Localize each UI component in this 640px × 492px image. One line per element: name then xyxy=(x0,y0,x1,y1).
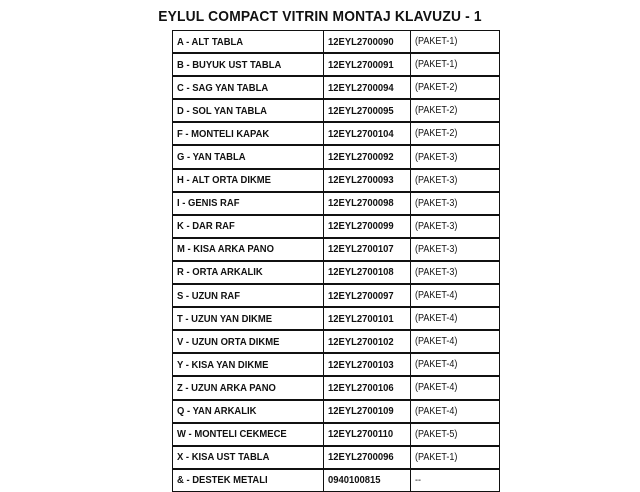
part-name-text: M - KISA ARKA PANO xyxy=(177,243,274,256)
part-package-cell xyxy=(411,469,500,492)
part-code-text: 12EYL2700091 xyxy=(328,58,394,71)
part-code-cell xyxy=(324,76,411,99)
part-name-cell xyxy=(173,215,324,238)
part-code-cell xyxy=(324,376,411,399)
part-name-cell xyxy=(173,53,324,76)
part-name-cell xyxy=(173,400,324,423)
part-name-text: Z - UZUN ARKA PANO xyxy=(177,381,276,394)
part-name-text: D - SOL YAN TABLA xyxy=(177,104,267,117)
part-code-cell xyxy=(324,307,411,330)
table-row xyxy=(173,31,500,54)
part-code-text: 12EYL2700093 xyxy=(328,174,394,187)
part-package-text: (PAKET-4) xyxy=(415,290,458,302)
part-name-text: I - GENIS RAF xyxy=(177,197,240,210)
part-code-text: 12EYL2700098 xyxy=(328,197,394,210)
part-package-text: (PAKET-4) xyxy=(415,359,458,371)
table-row xyxy=(173,469,500,492)
part-name-cell xyxy=(173,469,324,492)
part-name-cell xyxy=(173,330,324,353)
part-code-text: 12EYL2700106 xyxy=(328,381,394,394)
part-package-cell xyxy=(411,215,500,238)
table-row xyxy=(173,400,500,423)
part-package-cell xyxy=(411,284,500,307)
part-name-cell xyxy=(173,145,324,168)
part-package-text: (PAKET-2) xyxy=(415,82,458,94)
table-row xyxy=(173,330,500,353)
part-package-cell xyxy=(411,238,500,261)
table-row xyxy=(173,261,500,284)
part-code-cell xyxy=(324,122,411,145)
part-package-text: (PAKET-3) xyxy=(415,174,458,186)
table-row xyxy=(173,169,500,192)
part-package-text: (PAKET-3) xyxy=(415,243,458,255)
part-code-cell xyxy=(324,261,411,284)
part-package-cell xyxy=(411,446,500,469)
part-package-cell xyxy=(411,169,500,192)
part-code-text: 12EYL2700096 xyxy=(328,451,394,464)
part-name-text: H - ALT ORTA DIKME xyxy=(177,174,271,187)
part-package-text: (PAKET-2) xyxy=(415,105,458,117)
part-package-text: (PAKET-1) xyxy=(415,59,458,71)
part-name-cell xyxy=(173,261,324,284)
part-package-cell xyxy=(411,330,500,353)
part-name-cell xyxy=(173,169,324,192)
table-row xyxy=(173,423,500,446)
part-package-cell xyxy=(411,353,500,376)
table-row xyxy=(173,446,500,469)
part-package-text: (PAKET-3) xyxy=(415,266,458,278)
part-package-text: (PAKET-5) xyxy=(415,428,458,440)
part-package-cell xyxy=(411,99,500,122)
part-code-cell xyxy=(324,238,411,261)
part-name-text: A - ALT TABLA xyxy=(177,35,244,48)
part-name-cell xyxy=(173,284,324,307)
part-package-text: -- xyxy=(415,474,422,486)
part-name-cell xyxy=(173,423,324,446)
part-name-cell xyxy=(173,31,324,54)
part-name-cell xyxy=(173,307,324,330)
part-code-text: 12EYL2700104 xyxy=(328,127,394,140)
part-package-cell xyxy=(411,307,500,330)
part-name-cell xyxy=(173,238,324,261)
part-code-cell xyxy=(324,353,411,376)
part-name-text: X - KISA UST TABLA xyxy=(177,451,270,464)
page-title: EYLUL COMPACT VITRIN MONTAJ KLAVUZU - 1 xyxy=(158,8,482,25)
table-row xyxy=(173,192,500,215)
part-name-text: S - UZUN RAF xyxy=(177,289,240,302)
part-code-text: 12EYL2700097 xyxy=(328,289,394,302)
table-row xyxy=(173,99,500,122)
part-name-text: V - UZUN ORTA DIKME xyxy=(177,335,280,348)
part-name-cell xyxy=(173,99,324,122)
table-row xyxy=(173,284,500,307)
part-code-cell xyxy=(324,215,411,238)
table-row xyxy=(173,145,500,168)
part-name-text: Y - KISA YAN DIKME xyxy=(177,358,269,371)
part-package-cell xyxy=(411,261,500,284)
part-package-text: (PAKET-4) xyxy=(415,336,458,348)
part-name-cell xyxy=(173,353,324,376)
part-code-text: 12EYL2700103 xyxy=(328,358,394,371)
part-package-cell xyxy=(411,376,500,399)
part-name-text: & - DESTEK METALI xyxy=(177,474,268,487)
table-row xyxy=(173,76,500,99)
table-row xyxy=(173,376,500,399)
part-package-text: (PAKET-3) xyxy=(415,151,458,163)
part-code-text: 12EYL2700107 xyxy=(328,243,394,256)
part-name-cell xyxy=(173,376,324,399)
part-package-text: (PAKET-4) xyxy=(415,313,458,325)
part-code-text: 12EYL2700109 xyxy=(328,405,394,418)
part-code-text: 12EYL2700101 xyxy=(328,312,394,325)
part-code-cell xyxy=(324,99,411,122)
part-package-cell xyxy=(411,145,500,168)
part-code-text: 12EYL2700094 xyxy=(328,81,394,94)
part-package-text: (PAKET-3) xyxy=(415,220,458,232)
parts-table-body xyxy=(173,31,500,492)
part-name-text: K - DAR RAF xyxy=(177,220,235,233)
part-name-text: G - YAN TABLA xyxy=(177,151,246,164)
part-name-text: C - SAG YAN TABLA xyxy=(177,81,269,94)
part-code-text: 12EYL2700102 xyxy=(328,335,394,348)
table-row xyxy=(173,353,500,376)
part-package-text: (PAKET-2) xyxy=(415,128,458,140)
part-package-cell xyxy=(411,31,500,54)
part-name-text: W - MONTELI CEKMECE xyxy=(177,428,287,441)
part-code-text: 12EYL2700099 xyxy=(328,220,394,233)
part-code-text: 12EYL2700108 xyxy=(328,266,394,279)
parts-table xyxy=(172,30,500,492)
part-package-text: (PAKET-4) xyxy=(415,382,458,394)
part-code-cell xyxy=(324,192,411,215)
part-package-text: (PAKET-3) xyxy=(415,197,458,209)
part-name-text: T - UZUN YAN DIKME xyxy=(177,312,273,325)
part-code-cell xyxy=(324,469,411,492)
part-name-cell xyxy=(173,76,324,99)
part-package-text: (PAKET-1) xyxy=(415,451,458,463)
part-code-text: 0940100815 xyxy=(328,474,381,487)
part-code-cell xyxy=(324,400,411,423)
part-code-cell xyxy=(324,446,411,469)
part-name-text: R - ORTA ARKALIK xyxy=(177,266,263,279)
part-package-cell xyxy=(411,192,500,215)
part-name-cell xyxy=(173,446,324,469)
table-row xyxy=(173,122,500,145)
part-package-text: (PAKET-4) xyxy=(415,405,458,417)
part-name-cell xyxy=(173,192,324,215)
part-code-text: 12EYL2700110 xyxy=(328,428,394,441)
part-name-text: Q - YAN ARKALIK xyxy=(177,405,257,418)
part-code-cell xyxy=(324,53,411,76)
part-package-text: (PAKET-1) xyxy=(415,36,458,48)
part-package-cell xyxy=(411,423,500,446)
part-code-cell xyxy=(324,284,411,307)
table-row xyxy=(173,215,500,238)
part-name-text: F - MONTELI KAPAK xyxy=(177,127,270,140)
part-code-text: 12EYL2700090 xyxy=(328,35,394,48)
part-package-cell xyxy=(411,53,500,76)
part-code-cell xyxy=(324,31,411,54)
part-code-cell xyxy=(324,330,411,353)
part-name-cell xyxy=(173,122,324,145)
part-package-cell xyxy=(411,76,500,99)
part-name-text: B - BUYUK UST TABLA xyxy=(177,58,282,71)
part-package-cell xyxy=(411,400,500,423)
part-code-cell xyxy=(324,423,411,446)
part-code-cell xyxy=(324,169,411,192)
part-package-cell xyxy=(411,122,500,145)
table-row xyxy=(173,238,500,261)
part-code-cell xyxy=(324,145,411,168)
table-row xyxy=(173,307,500,330)
table-row xyxy=(173,53,500,76)
part-code-text: 12EYL2700095 xyxy=(328,104,394,117)
part-code-text: 12EYL2700092 xyxy=(328,151,394,164)
